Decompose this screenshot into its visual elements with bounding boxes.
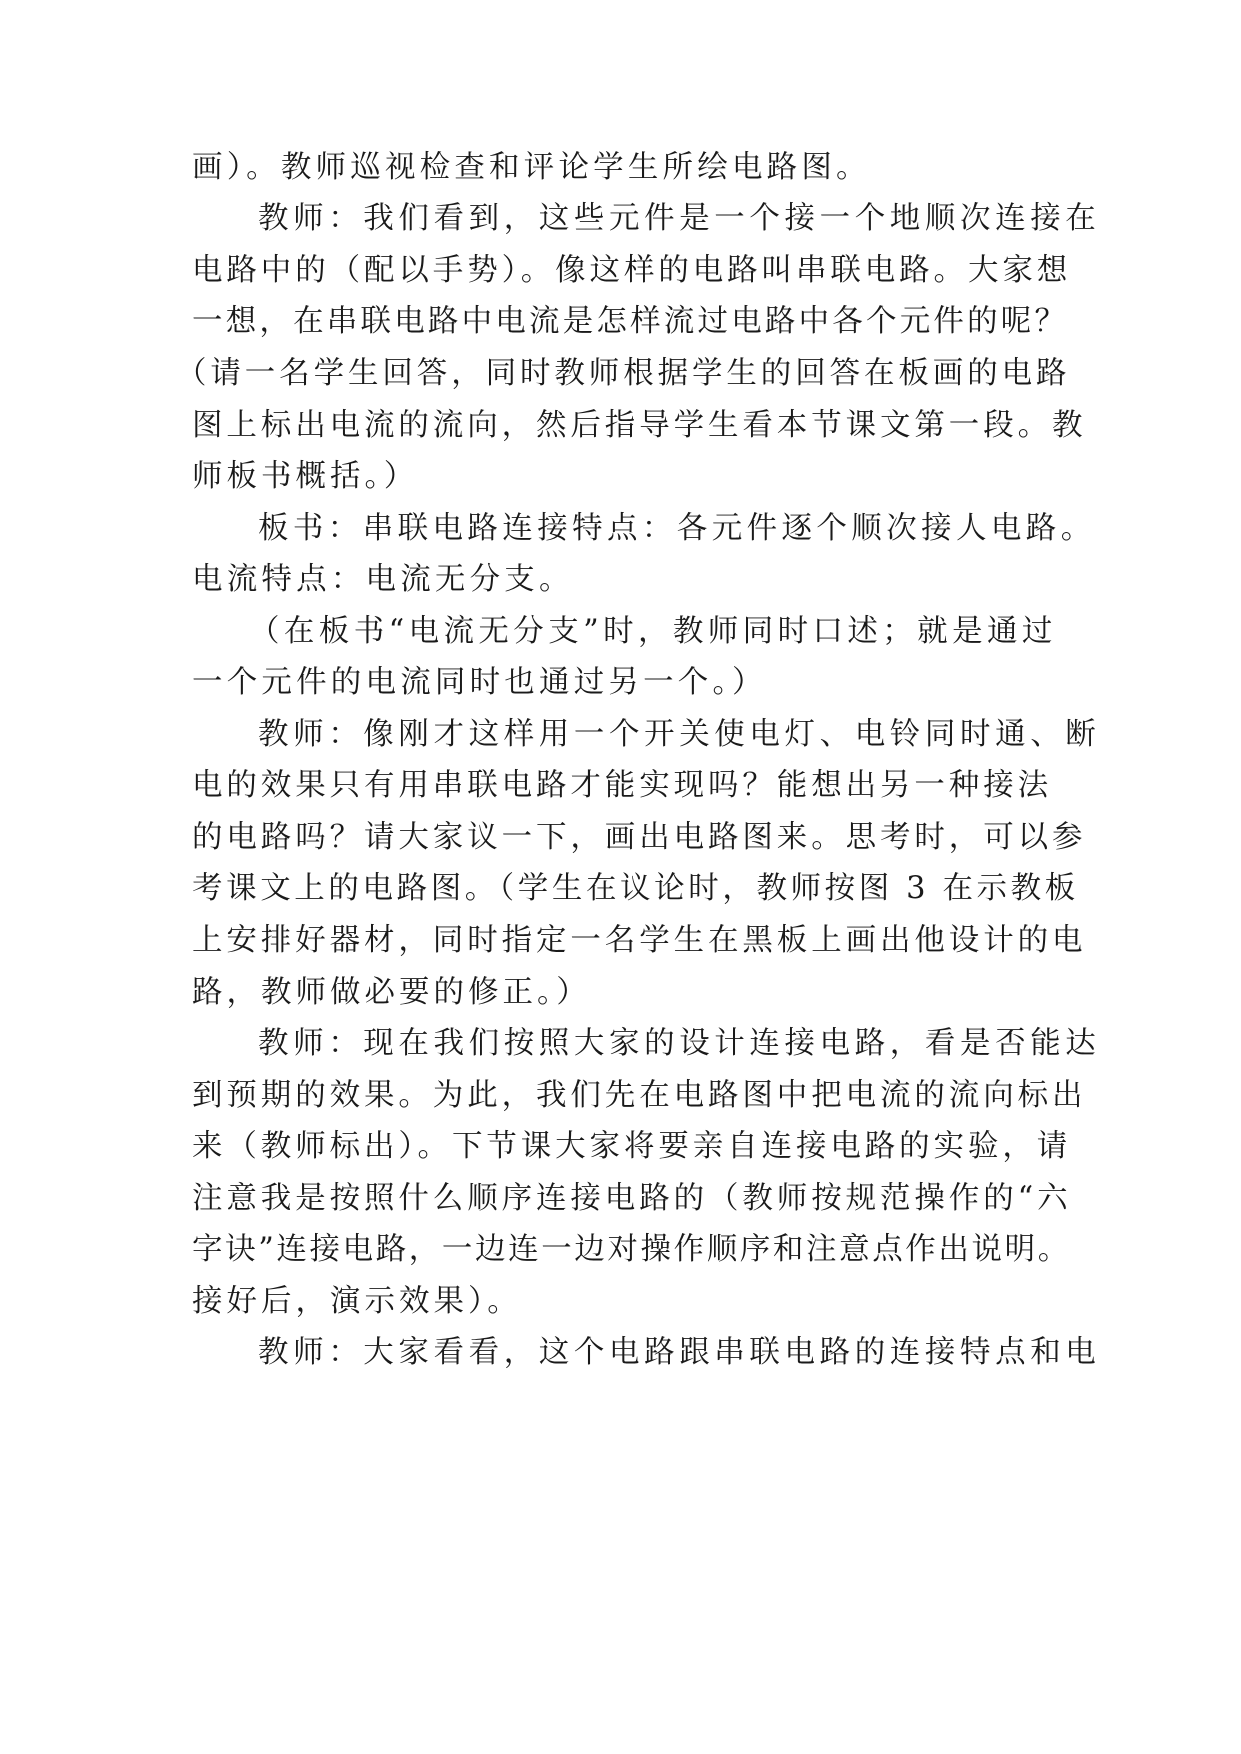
text-line-5: （请一名学生回答，同时教师根据学生的回答在板画的电路 (176, 356, 1071, 391)
text-line-9: 电流特点：电流无分支。 (192, 562, 574, 597)
text-line-20: 来（教师标出）。下节课大家将要亲自连接电路的实验，请 (192, 1129, 1072, 1164)
text-line-22: 字诀”连接电路，一边连一边对操作顺序和注意点作出说明。 (192, 1232, 1071, 1267)
text-line-4: 一想，在串联电路中电流是怎样流过电路中各个元件的呢？ (192, 304, 1069, 339)
text-line-19: 到预期的效果。为此，我们先在电路图中把电流的流向标出 (192, 1078, 1087, 1113)
text-line-1: 画）。教师巡视检查和评论学生所绘电路图。 (192, 150, 871, 185)
text-line-2: 教师：我们看到，这些元件是一个接一个地顺次连接在 (258, 201, 1101, 236)
text-line-21: 注意我是按照什么顺序连接电路的（教师按规范操作的“六 (192, 1181, 1072, 1216)
text-line-3: 电路中的（配以手势）。像这样的电路叫串联电路。大家想 (192, 253, 1072, 288)
text-line-24: 教师：大家看看，这个电路跟串联电路的连接特点和电 (258, 1335, 1101, 1370)
text-line-17: 路，教师做必要的修正。） (192, 975, 591, 1010)
text-line-11: 一个元件的电流同时也通过另一个。） (192, 665, 767, 700)
text-line-23: 接好后，演示效果）。 (192, 1284, 522, 1319)
text-line-8: 板书：串联电路连接特点：各元件逐个顺次接人电路。 (258, 511, 1096, 546)
text-line-15: 考课文上的电路图。（学生在议论时，教师按图 3 在示教板 (192, 871, 1079, 906)
text-line-12: 教师：像刚才这样用一个开关使电灯、电铃同时通、断 (258, 717, 1101, 752)
text-line-14: 的电路吗？请大家议一下，画出电路图来。思考时，可以参 (192, 820, 1087, 855)
text-line-7: 师板书概括。） (192, 459, 419, 494)
text-line-10: （在板书“电流无分支”时，教师同时口述；就是通过 (249, 614, 1057, 649)
text-line-13: 电的效果只有用串联电路才能实现吗？能想出另一种接法 (192, 768, 1052, 803)
text-line-16: 上安排好器材，同时指定一名学生在黑板上画出他设计的电 (192, 923, 1087, 958)
text-line-18: 教师：现在我们按照大家的设计连接电路，看是否能达 (258, 1026, 1101, 1061)
text-line-6: 图上标出电流的流向，然后指导学生看本节课文第一段。教 (192, 408, 1087, 443)
